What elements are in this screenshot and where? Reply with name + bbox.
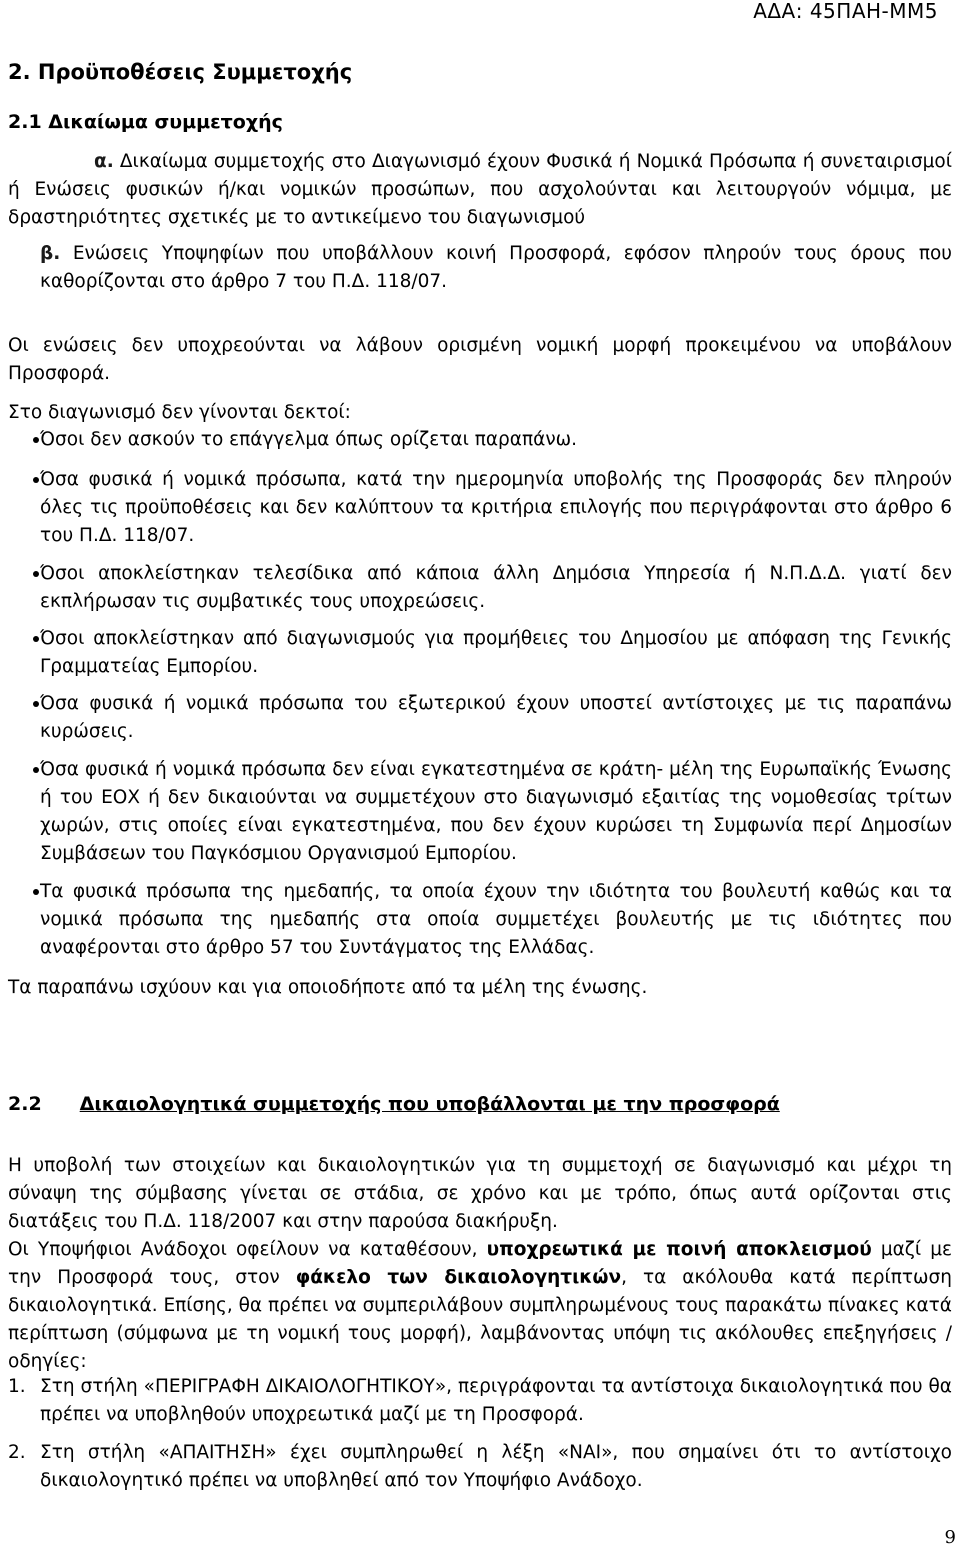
bullet-icon bbox=[33, 571, 39, 577]
subsection-title-2-2 bbox=[8, 1093, 952, 1115]
paragraph-submission: Η υποβολή των στοιχείων και δικαιολογητικών για τη συμμετοχή σε διαγωνισμό και μέχρι τη σύναψη της σύμβασης γίνεται σε στάδια, σε χρόνο και με τρόπο, όπως αυτά ορίζονται στις διατάξεις του Π.Δ. 118/2007 και στην παρούσα διακήρυξη. bbox=[8, 1155, 952, 1232]
paragraph-candidates-text-1: Οι Υποψήφιοι Ανάδοχοι οφείλουν να καταθέσουν, bbox=[8, 1239, 487, 1260]
subsection-title-text: Δικαιολογητικά συμμετοχής που υποβάλλονται με την προσφορά bbox=[79, 1093, 780, 1115]
numbered-item-text: Στη στήλη «ΑΠΑΙΤΗΣΗ» έχει συμπληρωθεί η λέξη «ΝΑΙ», που σημαίνει ότι το αντίστοιχο δικαιολογητικό πρέπει να υποβληθεί από τον Υποψήφιο Ανάδοχο. bbox=[40, 1442, 952, 1491]
numbered-item-text: Στη στήλη «ΠΕΡΙΓΡΑΦΗ ΔΙΚΑΙΟΛΟΓΗΤΙΚΟΥ», περιγράφονται τα αντίστοιχα δικαιολογητικά που θα πρέπει να υποβληθούν υποχρεωτικά μαζί με τη Προσφορά. bbox=[40, 1376, 952, 1425]
bullet-icon bbox=[33, 437, 39, 443]
list-item-text: Όσα φυσικά ή νομικά πρόσωπα δεν είναι εγκατεστημένα σε κράτη- μέλη της Ευρωπαϊκής Ένωσης ή του ΕΟΧ ή δεν δικαιούνται να συμμετέχουν στο διαγωνισμό εξαιτίας της νομοθεσίας τρίτων χωρών, στις οποίες είναι εγκατεστημένα, που δεν έχουν κυρώσει τη Συμφωνία περί Δημοσίων Συμβάσεων του Παγκόσμιου Οργανισμού Εμπορίου. bbox=[40, 759, 952, 864]
list-item-text: Όσοι δεν ασκούν το επάγγελμα όπως ορίζεται παραπάνω. bbox=[40, 429, 578, 450]
bullet-icon bbox=[33, 701, 39, 707]
list-item-text: Όσοι αποκλείστηκαν από διαγωνισμούς για προμήθειες του Δημοσίου με απόφαση της Γενικής Γραμματείας Εμπορίου. bbox=[40, 628, 952, 677]
members-paragraph: Τα παραπάνω ισχύουν και για οποιοδήποτε από τα μέλη της ένωσης. bbox=[8, 977, 648, 998]
list-item-text: Τα φυσικά πρόσωπα της ημεδαπής, τα οποία έχουν την ιδιότητα του βουλευτή καθώς και τα νομικά πρόσωπα της ημεδαπής στα οποία συμμετέχει βουλευτής με τις ιδιότητες που αναφέρονται στο άρθρο 57 του Συντάγματος της Ελλάδας. bbox=[40, 881, 952, 958]
list-item-text: Όσα φυσικά ή νομικά πρόσωπα, κατά την ημερομηνία υποβολής της Προσφοράς δεν πληρούν όλες τις προϋποθέσεις και δεν καλύπτουν τα κριτήρια επιλογής που περιγράφονται στο άρθρο 6 του Π.Δ. 118/07. bbox=[40, 469, 952, 546]
bullet-icon bbox=[33, 636, 39, 642]
paragraph-candidates-bold-2: φάκελο των δικαιολογητικών bbox=[295, 1267, 622, 1288]
subsection-number: 2.2 bbox=[8, 1093, 42, 1115]
paragraph-candidates bbox=[8, 1236, 952, 1376]
numbered-item-label: 2. bbox=[8, 1442, 26, 1463]
subsection-title-2-1: 2.1 Δικαίωμα συμμετοχής bbox=[8, 111, 283, 133]
list-item bbox=[8, 426, 952, 456]
page-number: 9 bbox=[944, 1527, 956, 1548]
paragraph-candidates-bold-1: υποχρεωτικά με ποινή αποκλεισμού bbox=[486, 1239, 872, 1260]
paragraph-a-label: α. bbox=[94, 151, 114, 172]
section-title: 2. Προϋποθέσεις Συμμετοχής bbox=[8, 60, 353, 84]
list-item-text: Όσα φυσικά ή νομικά πρόσωπα του εξωτερικού έχουν υποστεί αντίστοιχες με τις παραπάνω κυρώσεις. bbox=[40, 693, 952, 742]
list-item-text: Όσοι αποκλείστηκαν τελεσίδικα από κάποια άλλη Δημόσια Υπηρεσία ή Ν.Π.Δ.Δ. γιατί δεν εκπλήρωσαν τις συμβατικές τους υποχρεώσεις. bbox=[40, 563, 952, 612]
paragraph-a-text: Δικαίωμα συμμετοχής στο Διαγωνισμό έχουν Φυσικά ή Νομικά Πρόσωπα ή συνεταιρισμοί ή Ενώσεις φυσικών ή/και νομικών προσώπων, που ασχολούνται και λειτουργούν νόμιμα, με δραστηριότητες σχετικές με το αντικείμενο του διαγωνισμού bbox=[8, 151, 952, 228]
paragraph-candidates-text-2: μαζί με την Προσφορά τους, στον bbox=[8, 1239, 953, 1288]
bullet-icon bbox=[33, 477, 39, 483]
ada-code: ΑΔΑ: 45ΠΑΗ-ΜΜ5 bbox=[753, 0, 938, 23]
not-accepted-intro: Στο διαγωνισμό δεν γίνονται δεκτοί: bbox=[8, 402, 351, 423]
unions-paragraph: Οι ενώσεις δεν υποχρεούνται να λάβουν ορισμένη νομική μορφή προκειμένου να υποβάλουν Προσφορά. bbox=[8, 335, 952, 384]
paragraph-b-label: β. bbox=[40, 243, 61, 264]
bullet-icon bbox=[33, 889, 39, 895]
paragraph-b-text: Ενώσεις Υποψηφίων που υποβάλλουν κοινή Προσφορά, εφόσον πληρούν τους όρους που καθορίζονται στο άρθρο 7 του Π.Δ. 118/07. bbox=[40, 243, 952, 292]
paragraph-candidates-text-3: , τα ακόλουθα κατά περίπτωση δικαιολογητικά. Επίσης, θα πρέπει να συμπεριλάβουν συμπληρωμένους τους παρακάτω πίνακες κατά περίπτωση (σύμφωνα με τη νομική τους μορφή), λαμβάνοντας υπόψη τις ακόλουθες επεξηγήσεις / οδηγίες: bbox=[8, 1267, 952, 1372]
paragraph-a bbox=[8, 148, 952, 232]
paragraph-b bbox=[40, 240, 952, 296]
numbered-item-label: 1. bbox=[8, 1376, 26, 1397]
bullet-icon bbox=[33, 767, 39, 773]
